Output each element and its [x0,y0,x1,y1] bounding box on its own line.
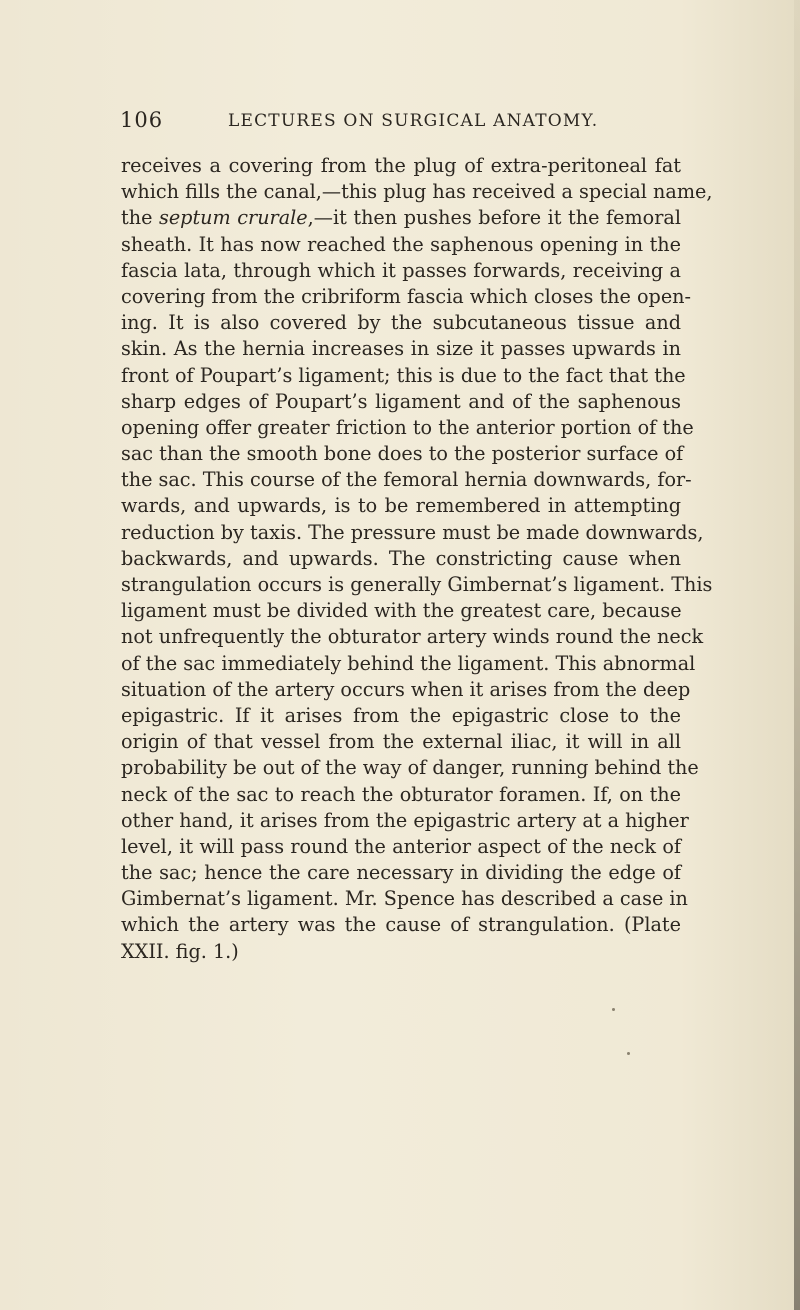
page-header [120,108,740,138]
text-line: situation of the artery occurs when it arises from the deep [121,677,691,701]
text-line: Gimbernat’s ligament. Mr. Spence has described a case in [121,887,688,911]
text-line: sheath. It has now reached the saphenous opening in the [121,232,681,256]
text-line: receives a covering from the plug of extra-peritoneal fat [121,154,681,177]
text-line: other hand, it arises from the epigastric artery at a higher [121,808,689,832]
text-line: not unfrequently the obturator artery winds round the neck [121,625,704,649]
text-line: sharp edges of Poupart’s ligament and of the saphenous [121,389,681,413]
page-number: 106 [120,108,164,132]
text-line: reduction by taxis. The pressure must be made downwards, [121,520,704,544]
text-line: strangulation occurs is generally Gimbernat’s ligament. This [121,573,713,596]
text-line: probability be out of the way of danger, running behind the [121,756,699,780]
text-line: the sac; hence the care necessary in dividing the edge of [121,861,681,885]
page-edge-shadow [794,0,800,1310]
text-line: fascia lata, through which it passes forwards, receiving a [121,258,681,282]
text-line: ing. It is also covered by the subcutaneous tissue and [121,311,681,335]
text-line: front of Poupart’s ligament; this is due to the fact that the [121,363,686,387]
text-line: which the artery was the cause of strangulation. (Plate [121,913,681,937]
text-line: of the sac immediately behind the ligament. This abnormal [121,651,696,675]
text-line: opening offer greater friction to the anterior portion of the [121,415,694,439]
text-line: covering from the cribriform fascia which closes the open- [121,284,692,308]
speck-mark [612,1008,615,1011]
text-line: wards, and upwards, is to be remembered in attempting [121,494,681,518]
italic-term: septum crurale [158,206,308,230]
running-head: LECTURES ON SURGICAL ANATOMY. [228,111,599,131]
text-line: XXII. fig. 1.) [121,939,239,963]
text-line: level, it will pass round the anterior aspect of the neck of [121,834,681,858]
text-line: backwards, and upwards. The constricting cause when [121,546,681,570]
text-line: the septum crurale,—it then pushes before it the femoral [121,206,681,230]
body-paragraph [121,153,713,965]
text-line: ligament must be divided with the greatest care, because [121,599,682,623]
text-line: epigastric. If it arises from the epigastric close to the [121,703,681,727]
text-line: neck of the sac to reach the obturator foramen. If, on the [121,782,681,806]
text-line: the sac. This course of the femoral hernia downwards, for- [121,468,692,492]
text-line: origin of that vessel from the external iliac, it will in all [121,730,681,754]
speck-mark [627,1052,630,1055]
text-line: sac than the smooth bone does to the posterior surface of [121,442,684,466]
text-line: which fills the canal,—this plug has received a special name, [121,180,713,204]
text-line: skin. As the hernia increases in size it passes upwards in [121,337,681,361]
